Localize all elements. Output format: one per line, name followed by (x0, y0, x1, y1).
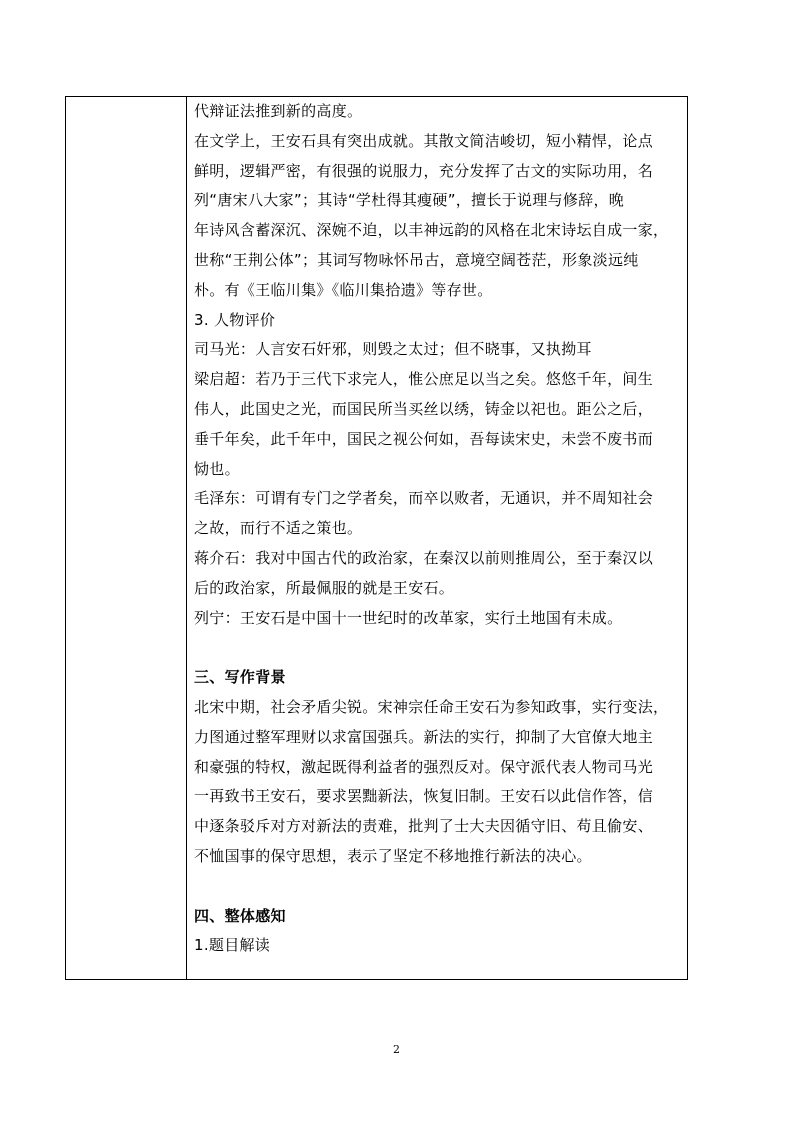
quote-line: 之故，而行不适之策也。 (194, 519, 363, 538)
section-heading: 四、整体感知 (194, 906, 286, 925)
subsection-title: 3. 人物评价 (194, 310, 276, 329)
quote-line: 垂千年矣，此千年中，国民之视公何如，吾每读宋史，未尝不废书而 (194, 429, 654, 448)
text-line: 列“唐宋八大家”；其诗“学杜得其瘦硬”，擅长于说理与修辞，晚 (194, 191, 625, 210)
quote-line: 梁启超：若乃于三代下求完人，惟公庶足以当之矣。悠悠千年，间生 (194, 370, 654, 389)
text-line: 中逐条驳斥对方对新法的责难，批判了士大夫因循守旧、苟且偷安、 (194, 817, 654, 836)
text-line: 朴。有《王临川集》《临川集拾遗》等存世。 (194, 280, 493, 299)
text-line: 和豪强的特权，激起既得利益者的强烈反对。保守派代表人物司马光 (194, 757, 654, 776)
quote-line: 伟人，此国史之光，而国民所当买丝以绣，铸金以祀也。距公之后， (194, 399, 654, 418)
table-content-cell (194, 97, 684, 961)
blank-line (194, 872, 684, 902)
text-line: 不恤国事的保守思想，表示了坚定不移地推行新法的决心。 (194, 846, 592, 865)
text-line: 年诗风含蓄深沉、深婉不迫，以丰神远韵的风格在北宋诗坛自成一家， (194, 221, 669, 240)
text-line: 代辩证法推到新的高度。 (194, 102, 363, 120)
text-line: 一再致书王安石，要求罢黜新法，恢复旧制。王安石以此信作答，信 (194, 787, 654, 806)
text-line: 北宋中期，社会矛盾尖锐。宋神宗任命王安石为参知政事，实行变法， (194, 697, 669, 716)
text-line: 力图通过整军理财以求富国强兵。新法的实行，抑制了大官僚大地主 (194, 727, 654, 746)
text-line: 在文学上，王安石具有突出成就。其散文简洁峻切，短小精悍，论点 (194, 131, 654, 150)
page-number: 2 (393, 1043, 400, 1056)
document-table (65, 96, 688, 980)
section-heading: 三、写作背景 (194, 668, 286, 687)
text-line: 鲜明，逻辑严密，有很强的说服力，充分发挥了古文的实际功用，名 (194, 161, 654, 180)
quote-line: 毛泽东：可谓有专门之学者矣，而卒以败者，无通识，并不周知社会 (194, 489, 654, 508)
blank-line (194, 633, 684, 663)
quote-line: 列宁：王安石是中国十一世纪时的改革家，实行土地国有未成。 (194, 608, 623, 627)
quote-line: 司马光：人言安石奸邪，则毁之太过；但不晓事，又执拗耳 (194, 340, 592, 359)
quote-line: 恸也。 (194, 459, 240, 478)
quote-line: 后的政治家，所最佩服的就是王安石。 (194, 578, 455, 597)
text-line: 世称“王荆公体”；其词写物咏怀吊古，意境空阔苍茫，形象淡远纯 (194, 250, 639, 269)
subsection-title: 1.题目解读 (194, 936, 271, 955)
table-left-column (66, 97, 187, 979)
quote-line: 蒋介石：我对中国古代的政治家，在秦汉以前则推周公，至于秦汉以 (194, 548, 654, 567)
